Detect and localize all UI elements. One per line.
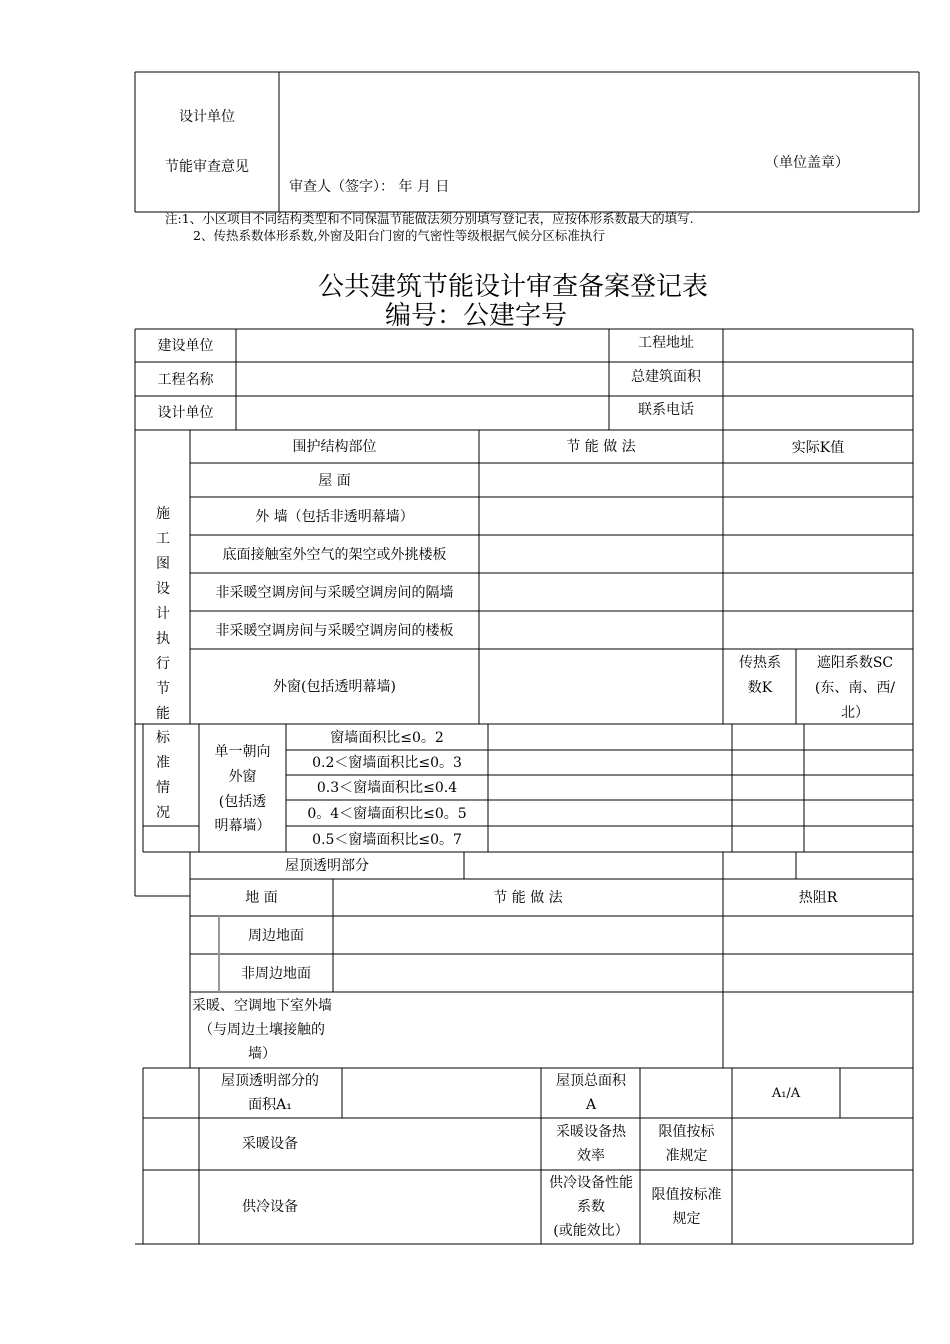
row-floor-over-air: 底面接触室外空气的架空或外挑楼板 <box>222 547 447 563</box>
side-char-13: 况 <box>156 805 170 821</box>
col-actual-k: 实际K值 <box>791 440 845 456</box>
seal-text: （单位盖章） <box>765 155 849 171</box>
col-ground: 地 面 <box>245 890 278 906</box>
row-partition-wall: 非采暖空调房间与采暖空调房间的隔墙 <box>215 585 454 601</box>
area-ratio-label: A₁/A <box>771 1086 801 1101</box>
top-design-unit-label: 设计单位 <box>179 109 235 125</box>
roof-trans-area-line2: 面积A₁ <box>248 1097 292 1113</box>
row-outer-window: 外窗(包括透明幕墙) <box>273 679 396 695</box>
roof-transparent: 屋顶透明部分 <box>285 858 369 874</box>
cooling-cop-line3: (或能效比） <box>553 1223 629 1239</box>
roof-total-area-line1: 屋顶总面积 <box>556 1073 626 1089</box>
ratio-row-3: 0.3＜窗墙面积比≤0.4 <box>316 780 458 796</box>
side-char-1: 施 <box>156 506 170 522</box>
side-char-8: 节 <box>156 681 170 697</box>
sc-line1: 遮阳系数SC <box>816 655 894 671</box>
side-char-7: 行 <box>156 656 170 672</box>
side-char-4: 设 <box>156 581 170 597</box>
col-thermal-r: 热阻R <box>798 890 838 906</box>
total-area-label: 总建筑面积 <box>631 369 701 385</box>
reviewer-signature: 审查人（签字）： 年 月 日 <box>289 179 450 195</box>
col-envelope-part: 围护结构部位 <box>292 439 377 455</box>
ratio-row-5: 0.5＜窗墙面积比≤0。7 <box>312 832 462 848</box>
note-2: 2、传热系数体形系数,外窗及阳台门窗的气密性等级根据气候分区标准执行 <box>193 228 605 243</box>
cooling-cop-line1: 供冷设备性能 <box>549 1175 633 1191</box>
review-opinion-label: 节能审查意见 <box>165 159 249 175</box>
ratio-row-2: 0.2＜窗墙面积比≤0。3 <box>312 755 462 771</box>
side-char-11: 准 <box>156 755 170 771</box>
heating-efficiency-line2: 效率 <box>577 1148 605 1164</box>
contact-phone-label: 联系电话 <box>638 402 694 418</box>
construction-unit-label: 建设单位 <box>157 338 214 354</box>
roof-trans-area-line1: 屋顶透明部分的 <box>221 1073 319 1089</box>
side-char-3: 图 <box>156 556 170 572</box>
roof-total-area-line2: A <box>585 1097 597 1113</box>
limit1-line1: 限值按标 <box>658 1124 715 1140</box>
limit2-line1: 限值按标准 <box>651 1187 722 1203</box>
sc-line2: (东、南、西/ <box>814 680 896 696</box>
heating-efficiency-line1: 采暖设备热 <box>556 1124 626 1140</box>
row-perimeter-ground: 周边地面 <box>248 928 304 944</box>
limit1-line2: 准规定 <box>665 1148 708 1164</box>
side-char-5: 计 <box>156 606 170 622</box>
project-address-label: 工程地址 <box>638 335 694 351</box>
single-orient-line1: 单一朝向 <box>214 744 271 760</box>
cooling-cop-line2: 系数 <box>577 1199 605 1215</box>
col-energy-method: 节 能 做 法 <box>566 439 636 455</box>
side-char-9: 能 <box>156 706 170 722</box>
ratio-row-1: 窗墙面积比≤0。2 <box>330 730 444 746</box>
side-char-10: 标 <box>156 730 170 746</box>
sc-line3: 北） <box>841 705 869 721</box>
heat-k-line2: 数K <box>747 680 773 696</box>
row-non-perimeter-ground: 非周边地面 <box>241 966 311 982</box>
heat-k-line1: 传热系 <box>739 655 781 671</box>
limit2-line2: 规定 <box>672 1211 701 1227</box>
row-partition-floor: 非采暖空调房间与采暖空调房间的楼板 <box>215 623 454 639</box>
note-1: 注:1、小区项目不同结构类型和不同保温节能做法须分别填写登记表，应按体形系数最大的填写. <box>165 211 694 226</box>
heating-equipment-label: 采暖设备 <box>242 1136 298 1152</box>
cooling-equipment-label: 供冷设备 <box>242 1199 298 1215</box>
side-char-12: 情 <box>156 780 170 796</box>
single-orient-line3: (包括透 <box>218 794 267 810</box>
basement-wall-line3: 墙） <box>248 1046 276 1062</box>
project-name-label: 工程名称 <box>157 372 214 388</box>
basement-wall-line2: （与周边土壤接触的 <box>199 1022 325 1038</box>
ratio-row-4: 0。4＜窗墙面积比≤0。5 <box>307 806 467 822</box>
col-ground-method: 节 能 做 法 <box>493 890 563 906</box>
row-outer-wall: 外 墙（包括非透明幕墙） <box>255 509 414 525</box>
row-roof: 屋 面 <box>318 473 351 489</box>
single-orient-line2: 外窗 <box>228 769 257 785</box>
basement-wall-line1: 采暖、空调地下室外墙 <box>192 998 332 1014</box>
single-orient-line4: 明幕墙） <box>214 818 271 834</box>
design-unit-label: 设计单位 <box>157 405 214 421</box>
side-char-6: 执 <box>156 631 170 647</box>
form-title: 公共建筑节能设计审查备案登记表 <box>318 272 709 302</box>
form-number: 编号：公建字号 <box>385 301 568 331</box>
side-char-2: 工 <box>156 531 170 547</box>
